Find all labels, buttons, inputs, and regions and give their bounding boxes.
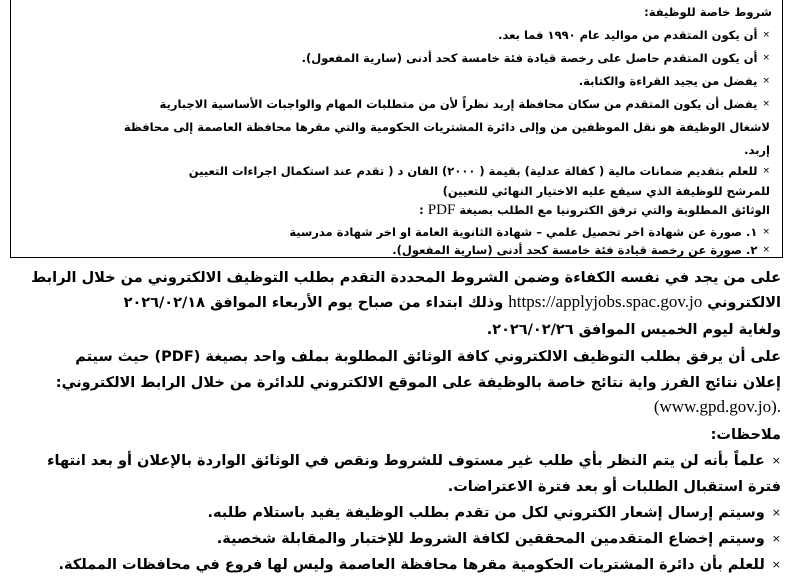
condition-item: ×يفضل من يجيد القراءة والكتابة. (578, 74, 770, 88)
bullet-icon: × (762, 53, 770, 63)
condition-item: ×أن يكون المتقدم حاصل على رخصة قيادة فئة خامسة كحد أدنى (سارية المفعول). (301, 51, 770, 65)
condition-item: ×يفضل أن يكون المتقدم من سكان محافظة إربد نظراً لأن من متطلبات المهام والواجبات الأساسية الاجبارية (159, 97, 770, 111)
application-paragraph: على من يجد في نفسه الكفاءة وضمن الشروط المحددة التقدم بطلب التوظيف الالكتروني من خلال الرابط (31, 270, 781, 286)
bullet-icon: × (771, 454, 781, 467)
guarantee-note: ×للعلم بتقديم ضمانات مالية ( كفالة عدلية) بقيمة ( ٢٠٠٠) الفان د ( تقدم عند استكمال اجراءات التعيين (188, 164, 770, 178)
guarantee-note-continuation: للمرشح للوظيفة الذي سيقع عليه الاختيار النهائي للتعيين) (442, 184, 770, 198)
application-paragraph: ولغاية ليوم الخميس الموافق ٢٠٢٦/٠٢/٢٦. (486, 322, 781, 338)
bullet-icon: × (771, 532, 781, 545)
note-item: ×وسيتم إرسال إشعار الكتروني لكل من تقدم بطلب الوظيفة يفيد باستلام طلبه. (207, 502, 781, 524)
apply-link[interactable]: https://applyjobs.spac.gov.jo (508, 292, 703, 311)
condition-item: ×أن يكون المتقدم من مواليد عام ١٩٩٠ فما بعد. (498, 28, 770, 42)
required-document-item: ×١. صورة عن شهادة اخر تحصيل علمي – شهادة الثانوية العامة او اخر شهادة مدرسية (289, 225, 770, 239)
attachments-paragraph: على أن يرفق بطلب التوظيف الالكتروني كافة الوثائق المطلوبة بملف واحد بصيغة (PDF) حيث سيتم (75, 349, 781, 365)
bullet-icon: × (762, 99, 770, 109)
conditions-heading: شروط خاصة للوظيفة: (644, 5, 772, 19)
attachments-paragraph: إعلان نتائج الفرز واية نتائج خاصة بالوظيفة على الموقع الالكتروني للدائرة من خلال الرابط الالكتروني: (55, 375, 781, 391)
note-item: ×للعلم بأن دائرة المشتريات الحكومية مقرها محافظة العاصمة وليس لها فروع في محافظات المملكة. (59, 554, 782, 576)
attachments-paragraph (654, 396, 781, 418)
application-paragraph: الالكتروني https://applyjobs.spac.gov.jo وذلك ابتداء من صباح يوم الأربعاء الموافق ٢٠٢٦/٠٢/١٨ (123, 292, 781, 311)
bullet-icon: × (762, 30, 770, 40)
bullet-icon: × (762, 245, 770, 255)
notes-heading: ملاحظات: (710, 427, 781, 443)
condition-item-continuation: لاشغال الوظيفة هو نقل الموظفين من وإلى دائرة المشتريات الحكومية والتي مقرها محافظة العاصمة إلى محافظة (123, 120, 770, 134)
bullet-icon: × (771, 558, 781, 571)
gpd-link[interactable]: (www.gpd.gov.jo). (653, 397, 781, 416)
bullet-icon: × (762, 227, 770, 237)
bullet-icon: × (771, 506, 781, 519)
condition-item-continuation: إربد. (744, 143, 770, 157)
bullet-icon: × (762, 76, 770, 86)
special-conditions-box (10, 0, 783, 258)
note-item: ×علماً بأنه لن يتم النظر بأي طلب غير مستوف للشروط ونقص في الوثائق الواردة بالإعلان أو بعد انتهاء (47, 450, 781, 472)
bullet-icon: × (762, 166, 770, 176)
note-item: ×وسيتم إخضاع المتقدمين المحققين لكافة الشروط للإختبار والمقابلة شخصية. (217, 528, 781, 550)
required-documents-heading: الوثائق المطلوبة والتي ترفق الكترونيا مع الطلب بصيغة PDF : (419, 202, 770, 218)
required-document-item: ×٢. صورة عن رخصة قيادة فئة خامسة كحد أدنى (سارية المفعول). (392, 243, 770, 257)
note-item-continuation: فترة استقبال الطلبات أو بعد فترة الاعتراضات. (447, 479, 781, 495)
